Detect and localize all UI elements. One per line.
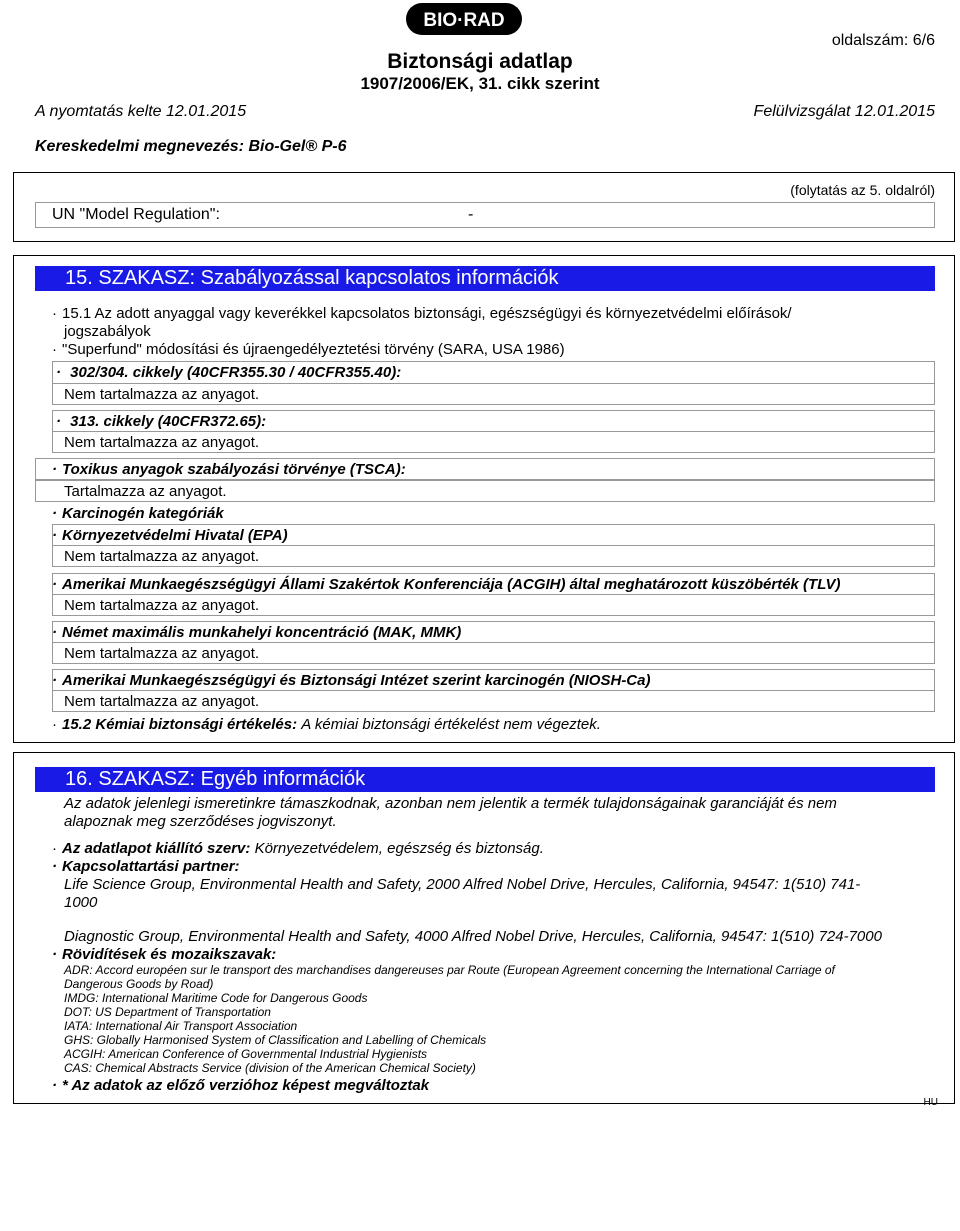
trade-name: Kereskedelmi megnevezés: Bio-Gel® P-6 — [35, 138, 347, 155]
epa-label: · Környezetvédelmi Hivatal (EPA) — [52, 527, 288, 544]
abbr-item: ADR: Accord européen sur le transport des marchandises dangereuses par Route (European Agreement concerning the International Carriage of — [64, 963, 835, 977]
abbr-item: DOT: US Department of Transportation — [64, 1005, 271, 1019]
tsca-label-text: Toxikus anyagok szabályozási törvénye (TSCA): — [62, 461, 406, 478]
mak-label: · Német maximális munkahelyi koncentráció (MAK, MMK) — [52, 624, 462, 641]
carcinogen-label-text: Karcinogén kategóriák — [62, 505, 224, 522]
s313-value: Nem tartalmazza az anyagot. — [64, 434, 260, 451]
section-15-heading — [35, 266, 935, 291]
carcinogen-label: · Karcinogén kategóriák — [52, 505, 224, 522]
contact-label-line: · Kapcsolattartási partner: — [52, 858, 240, 875]
abbr-item: Dangerous Goods by Road) — [64, 977, 214, 991]
s15-1-line1: · 15.1 Az adott anyaggal vagy keverékkel kapcsolatos biztonsági, egészségügyi és környezetvédelmi előírások/ — [52, 305, 792, 322]
revision-date: Felülvizsgálat 12.01.2015 — [753, 103, 935, 120]
s313-label-text: 313. cikkely (40CFR372.65): — [70, 413, 267, 430]
abbr-item: CAS: Chemical Abstracts Service (division of the American Chemical Society) — [64, 1061, 476, 1075]
abbr-item: IATA: International Air Transport Association — [64, 1019, 298, 1033]
s15-2-line: · 15.2 Kémiai biztonsági értékelés: A kémiai biztonsági értékelést nem végeztek. — [52, 716, 601, 733]
abbr-item: GHS: Globally Harmonised System of Classification and Labelling of Chemicals — [64, 1033, 487, 1047]
contact-label: Kapcsolattartási partner: — [62, 858, 240, 875]
abbr-label: Rövidítések és mozaikszavak: — [62, 946, 277, 963]
tsca-value: Tartalmazza az anyagot. — [64, 483, 227, 500]
changed-note: * Az adatok az előző verzióhoz képest megváltoztak — [62, 1077, 430, 1094]
epa-value: Nem tartalmazza az anyagot. — [64, 548, 260, 565]
mak-label-text: Német maximális munkahelyi koncentráció (MAK, MMK) — [62, 624, 462, 641]
s16-intro-line2: alapoznak meg szerződéses jogviszonyt. — [64, 813, 337, 830]
superfund-line: · "Superfund" módosítási és újraengedélyeztetési törvény (SARA, USA 1986) — [52, 341, 565, 358]
bio-rad-logo — [405, 2, 523, 36]
s302-label: · 302/304. cikkely (40CFR355.30 / 40CFR355.40): — [56, 364, 402, 381]
s15-2-value: A kémiai biztonsági értékelést nem végeztek. — [301, 716, 601, 733]
section-15-heading-text: 15. SZAKASZ: Szabályozással kapcsolatos információk — [65, 267, 559, 289]
un-regulation-label-text: UN "Model Regulation": — [52, 206, 220, 223]
abbr-item: IMDG: International Maritime Code for Dangerous Goods — [64, 991, 368, 1005]
epa-label-text: Környezetvédelmi Hivatal (EPA) — [62, 527, 288, 544]
tsca-label: · Toxikus anyagok szabályozási törvénye (TSCA): — [52, 461, 406, 478]
logo-text: BIO·RAD — [423, 10, 505, 31]
abbr-item: ACGIH: American Conference of Governmental Industrial Hygienists — [64, 1047, 428, 1061]
document-title: Biztonsági adatlap — [387, 50, 573, 73]
contact2-line: Diagnostic Group, Environmental Health and Safety, 4000 Alfred Nobel Drive, Hercules, California, 94547: 1(510) 724-7000 — [64, 928, 882, 945]
s302-label-text: 302/304. cikkely (40CFR355.30 / 40CFR355.40): — [70, 364, 402, 381]
s313-label: · 313. cikkely (40CFR372.65): — [56, 413, 267, 430]
s15-1-line2: jogszabályok — [64, 323, 151, 340]
niosh-value: Nem tartalmazza az anyagot. — [64, 693, 260, 710]
issuer-value: Környezetvédelem, egészség és biztonság. — [254, 840, 544, 857]
s15-1-text: 15.1 Az adott anyaggal vagy keverékkel kapcsolatos biztonsági, egészségügyi és környezetvédelmi előírások/ — [62, 305, 792, 322]
s16-intro-line1: Az adatok jelenlegi ismeretinkre támaszkodnak, azonban nem jelentik a termék tulajdonságainak garanciáját és nem — [64, 795, 837, 812]
un-regulation-label — [52, 206, 220, 224]
section-16-heading-text: 16. SZAKASZ: Egyéb információk — [65, 768, 366, 790]
niosh-label: · Amerikai Munkaegészségügyi és Biztonsági Intézet szerint karcinogén (NIOSH-Ca) — [52, 672, 651, 689]
un-regulation-value: - — [468, 206, 474, 223]
acgih-label-text: Amerikai Munkaegészségügyi Állami Szakértok Konferenciája (ACGIH) által meghatározott küszöbérték (TLV) — [62, 576, 841, 593]
superfund-text: "Superfund" módosítási és újraengedélyeztetési törvény (SARA, USA 1986) — [62, 341, 565, 358]
document-subtitle: 1907/2006/EK, 31. cikk szerint — [360, 74, 600, 93]
abbr-label-line: · Rövidítések és mozaikszavak: — [52, 946, 277, 963]
section-16-heading — [35, 767, 935, 792]
s302-value: Nem tartalmazza az anyagot. — [64, 386, 260, 403]
changed-note-line: · * Az adatok az előző verzióhoz képest megváltoztak — [52, 1077, 430, 1094]
contact1-line2: 1000 — [64, 894, 98, 911]
mak-value: Nem tartalmazza az anyagot. — [64, 645, 260, 662]
language-code: HU — [923, 1097, 938, 1108]
s15-2-label: 15.2 Kémiai biztonsági értékelés: — [62, 716, 298, 733]
acgih-value: Nem tartalmazza az anyagot. — [64, 597, 260, 614]
issuer-line: · Az adatlapot kiállító szerv: Környezetvédelem, egészség és biztonság. — [52, 840, 544, 857]
issuer-label: Az adatlapot kiállító szerv: — [62, 840, 251, 857]
page-number: oldalszám: 6/6 — [831, 32, 935, 49]
continued-note: (folytatás az 5. oldalról) — [790, 182, 935, 198]
print-date: A nyomtatás kelte 12.01.2015 — [35, 103, 247, 120]
niosh-label-text: Amerikai Munkaegészségügyi és Biztonsági Intézet szerint karcinogén (NIOSH-Ca) — [62, 672, 651, 689]
contact1-line1: Life Science Group, Environmental Health and Safety, 2000 Alfred Nobel Drive, Hercules, California, 94547: 1(510) 741- — [64, 876, 861, 893]
acgih-label: · Amerikai Munkaegészségügyi Állami Szakértok Konferenciája (ACGIH) által meghatározott küszöbérték (TLV) — [52, 576, 841, 593]
